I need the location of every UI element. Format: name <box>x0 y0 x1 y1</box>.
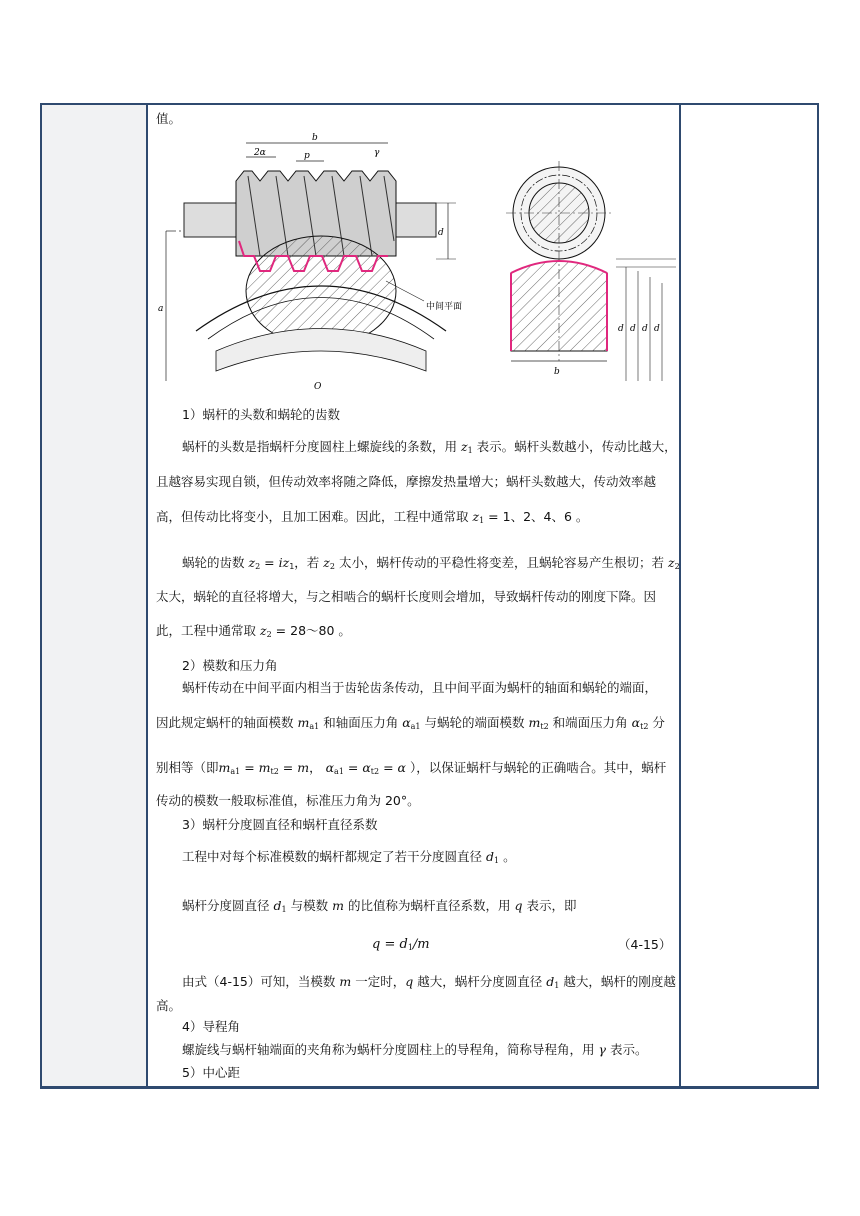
paragraph-line: 由式（4-15）可知，当模数 m 一定时，q 越大，蜗杆分度圆直径 d1 越大，蜗杆的刚度越 <box>182 974 676 990</box>
equation-number: （4-15） <box>618 937 672 952</box>
equation: q = d1/m <box>372 937 430 952</box>
paragraph-line: 蜗杆分度圆直径 d1 与模数 m 的比值称为蜗杆直径系数，用 q 表示，即 <box>182 898 577 914</box>
content-table <box>40 103 819 1089</box>
heading-4: 4）导程角 <box>182 1019 240 1034</box>
paragraph-line: 因此规定蜗杆的轴面模数 ma1 和轴面压力角 αa1 与蜗轮的端面模数 mt2 和端面压力角 αt2 分 <box>156 715 665 731</box>
label-de2: d <box>654 324 660 334</box>
text-line: 值。 <box>156 111 182 126</box>
paragraph-line: 螺旋线与蜗杆轴端面的夹角称为蜗杆分度圆柱上的导程角，简称导程角，用 γ 表示。 <box>182 1042 648 1057</box>
paragraph-line: 蜗杆的头数是指蜗杆分度圆柱上螺旋线的条数，用 z1 表示。蜗杆头数越小，传动比越大， <box>182 439 677 455</box>
right-column <box>679 105 817 1086</box>
label-pa1: p <box>304 151 310 161</box>
heading-5: 5）中心距 <box>182 1065 240 1080</box>
paragraph-line: 此，工程中通常取 z2 = 28～80 。 <box>156 623 351 639</box>
label-gamma: γ <box>374 148 380 158</box>
heading-2: 2）模数和压力角 <box>182 658 278 673</box>
heading-3: 3）蜗杆分度圆直径和蜗杆直径系数 <box>182 817 378 832</box>
label-b1: b <box>312 133 318 143</box>
paragraph-line: 太大，蜗轮的直径将增大，与之相啮合的蜗杆长度则会增加，导致蜗杆传动的刚度下降。因 <box>156 589 657 604</box>
paragraph-line: 传动的模数一般取标准值，标准压力角为 20°。 <box>156 793 420 808</box>
main-column <box>148 105 681 1086</box>
heading-1: 1）蜗杆的头数和蜗轮的齿数 <box>182 407 340 422</box>
paragraph-line: 蜗轮的齿数 z2 = iz1，若 z2 太小，蜗杆传动的平稳性将变差，且蜗轮容易产生根切；若 z2 <box>182 555 680 571</box>
label-mid-plane: 中间平面 <box>426 302 463 312</box>
paragraph-line: 别相等（即ma1 = mt2 = m， αa1 = αt2 = α ），以保证蜗杆与蜗轮的正确啮合。其中，蜗杆 <box>156 760 667 776</box>
left-column <box>42 105 148 1086</box>
label-d2: d <box>630 324 636 334</box>
paragraph-line: 高，但传动比将变小，且加工困难。因此，工程中通常取 z1 = 1、2、4、6 。 <box>156 509 589 525</box>
label-a: a <box>158 304 164 314</box>
label-da2: d <box>642 324 648 334</box>
label-df2: d <box>618 324 624 334</box>
worm-gear-figure <box>156 131 676 393</box>
label-O: O <box>314 382 322 392</box>
paragraph-line: 且越容易实现自锁，但传动效率将随之降低，摩擦发热量增大；蜗杆头数越大，传动效率越 <box>156 474 657 489</box>
paragraph-line: 高。 <box>156 998 182 1013</box>
paragraph-line: 蜗杆传动在中间平面内相当于齿轮齿条传动，且中间平面为蜗杆的轴面和蜗轮的端面， <box>182 680 658 695</box>
label-b2: b <box>554 367 560 377</box>
label-2alpha: 2α <box>254 148 266 158</box>
label-d1: d <box>438 228 444 238</box>
paragraph-line: 工程中对每个标准模数的蜗杆都规定了若干分度圆直径 d1 。 <box>182 849 516 865</box>
